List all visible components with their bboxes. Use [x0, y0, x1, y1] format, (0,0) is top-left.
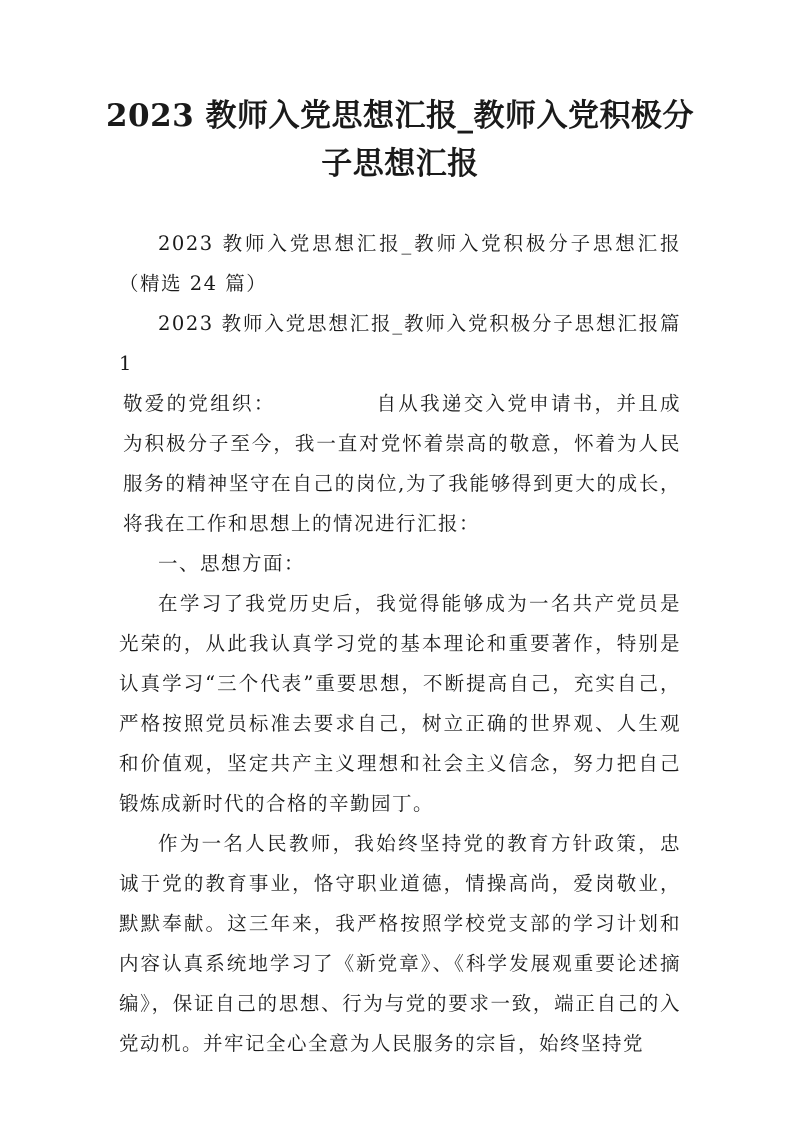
salutation-paragraph [119, 384, 681, 544]
intro-line: 2023 教师入党思想汇报_教师入党积极分子思想汇报（精选 24 篇） [119, 232, 681, 295]
body-paragraph: 在学习了我党历史后，我觉得能够成为一名共产党员是光荣的，从此我认真学习党的基本理论和重要著作，特别是认真学习“三个代表”重要思想，不断提高自己，充实自己，严格按照党员标准去要求自己，树立正确的世界观、人生观和价值观，坚定共产主义理想和社会主义信念，努力把自己锻炼成新时代的合格的辛勤园丁。 [119, 592, 681, 815]
article-heading: 2023 教师入党思想汇报_教师入党积极分子思想汇报篇 1 [119, 312, 681, 375]
body-paragraph: 作为一名人民教师，我始终坚持党的教育方针政策，忠诚于党的教育事业，恪守职业道德，情操高尚，爱岗敬业，默默奉献。这三年来，我严格按照学校党支部的学习计划和内容认真系统地学习了《新党章》、《科学发展观重要论述摘编》，保证自己的思想、行为与党的要求一致，端正自己的入党动机。并牢记全心全意为人民服务的宗旨，始终坚持党 [119, 832, 681, 1055]
document-title: 2023 教师入党思想汇报_教师入党积极分子思想汇报 [105, 98, 695, 182]
document-body [119, 224, 681, 1064]
salutation-continuation: 自从我递交入党申请书，并且成为积极分子至今，我一直对党怀着崇高的敬意，怀着为人民服务的精神坚守在自己的岗位,为了我能够得到更大的成长，将我在工作和思想上的情况进行汇报： [123, 392, 681, 535]
section-heading: 一、思想方面： [158, 552, 306, 575]
salutation: 敬爱的党组织： [123, 392, 276, 415]
